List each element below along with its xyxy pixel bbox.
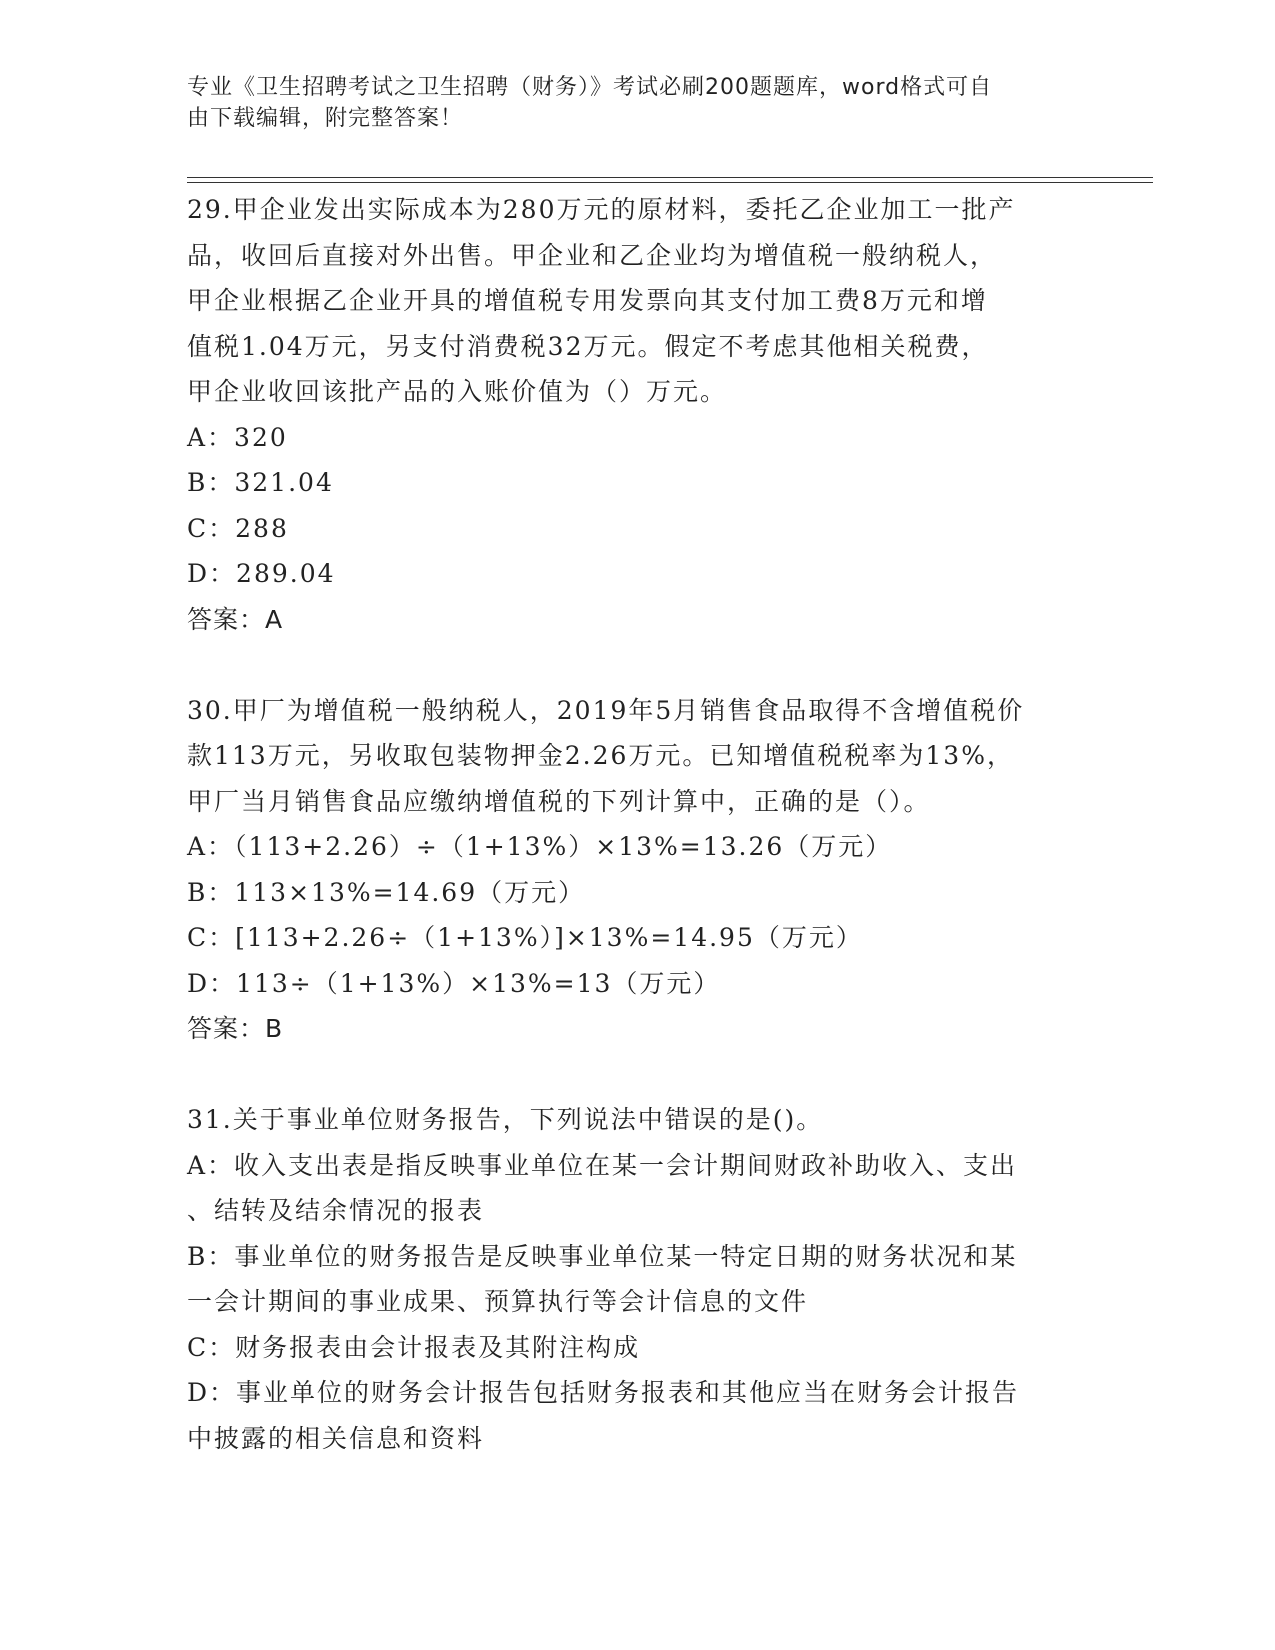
question-stem-line: 30.甲厂为增值税一般纳税人，2019年5月销售食品取得不含增值税价 [187, 695, 1025, 725]
question-stem-line: 甲厂当月销售食品应缴纳增值税的下列计算中，正确的是（）。 [187, 786, 931, 816]
option-b-continued: 一会计期间的事业成果、预算执行等会计信息的文件 [187, 1287, 809, 1316]
question-spacer [187, 1052, 1087, 1098]
document-header [187, 72, 1067, 134]
option-a-continued: 、结转及结余情况的报表 [187, 1196, 485, 1225]
option-a: A：（113+2.26）÷（1+13%）×13%=13.26（万元） [187, 832, 893, 861]
question-block [187, 187, 1087, 642]
question-block [187, 688, 1087, 1052]
question-spacer [187, 642, 1087, 688]
header-line-2: 由下载编辑，附完整答案！ [187, 106, 464, 131]
header-divider-top [187, 177, 1153, 178]
option-a: A：320 [187, 422, 288, 452]
option-b: B：113×13%=14.69（万元） [187, 877, 586, 907]
question-list [187, 187, 1087, 1461]
question-stem-line: 品，收回后直接对外出售。甲企业和乙企业均为增值税一般纳税人， [187, 240, 998, 270]
question-stem-line: 甲企业收回该批产品的入账价值为（）万元。 [187, 377, 728, 406]
option-c: C：288 [187, 513, 289, 543]
question-stem-line: 31.关于事业单位财务报告，下列说法中错误的是()。 [187, 1105, 824, 1134]
option-d-continued: 中披露的相关信息和资料 [187, 1423, 485, 1453]
question-block [187, 1097, 1087, 1461]
option-c: C：[113+2.26÷（1+13%）]×13%=14.95（万元） [187, 923, 863, 952]
header-divider-bottom [187, 182, 1153, 183]
option-d: D：289.04 [187, 559, 336, 588]
question-stem-line: 值税1.04万元，另支付消费税32万元。假定不考虑其他相关税费， [187, 331, 989, 361]
option-b: B：事业单位的财务报告是反映事业单位某一特定日期的财务状况和某 [187, 1241, 1018, 1271]
answer-label: 答案：B [187, 1014, 284, 1043]
question-stem-line: 29.甲企业发出实际成本为280万元的原材料，委托乙企业加工一批产 [187, 195, 1016, 224]
option-a: A：收入支出表是指反映事业单位在某一会计期间财政补助收入、支出 [187, 1150, 1018, 1180]
option-d: D：事业单位的财务会计报告包括财务报表和其他应当在财务会计报告 [187, 1378, 1020, 1407]
option-c: C：财务报表由会计报表及其附注构成 [187, 1332, 641, 1362]
option-b: B：321.04 [187, 468, 334, 497]
option-d: D：113÷（1+13%）×13%=13（万元） [187, 968, 721, 998]
answer-label: 答案：A [187, 604, 284, 634]
question-stem-line: 甲企业根据乙企业开具的增值税专用发票向其支付加工费8万元和增 [187, 286, 988, 315]
header-line-1: 专业《卫生招聘考试之卫生招聘（财务）》考试必刷200题题库，word格式可自 [187, 75, 993, 100]
question-stem-line: 款113万元，另收取包装物押金2.26万元。已知增值税税率为13%， [187, 741, 1014, 770]
